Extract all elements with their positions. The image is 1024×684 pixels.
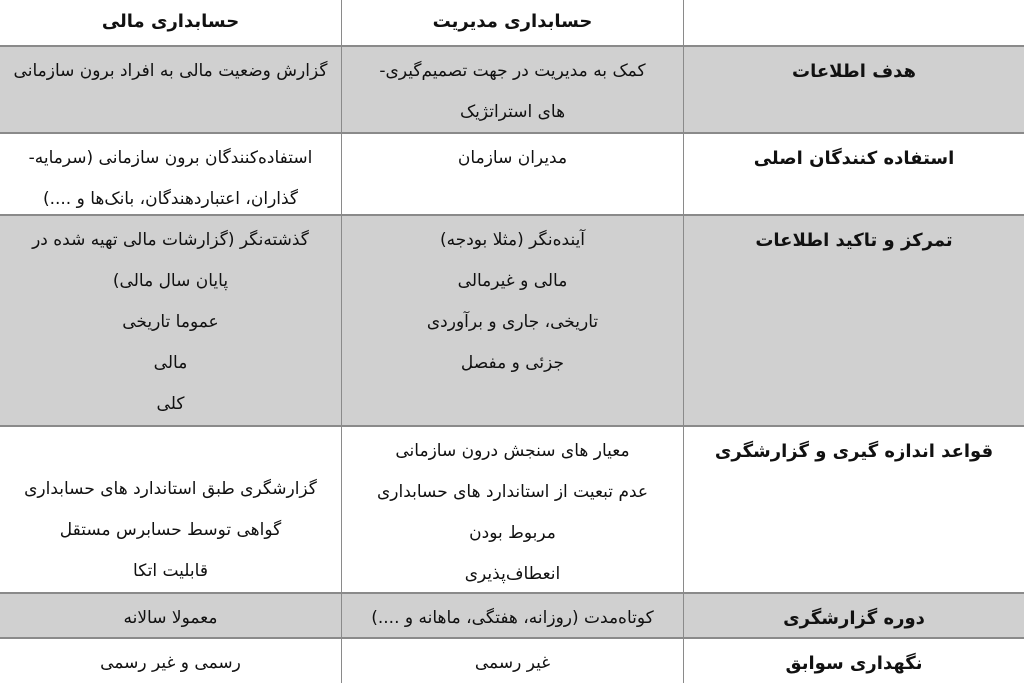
cell-line: قابلیت اتکا [133, 561, 208, 581]
cell-line: کوتاه‌مدت (روزانه، هفتگی، ماهانه و ....) [371, 608, 654, 628]
cell-line: مالی [153, 353, 188, 373]
cell-line: تاریخی، جاری و برآوردی [426, 312, 599, 332]
management-cell [341, 134, 684, 214]
cell-line: گذشته‌نگر (گزارشات مالی تهیه شده در [32, 230, 309, 250]
cell-line: کلی [156, 394, 185, 414]
cell-line: پایان سال مالی) [112, 271, 229, 291]
cell-line: استفاده‌کنندگان برون سازمانی (سرمایه- [28, 148, 313, 168]
cell-line: جزئی و مفصل [460, 353, 565, 373]
cell-line: گزارش وضعیت مالی به افراد برون سازمانی [13, 61, 328, 81]
row-label: استفاده کنندگان اصلی [753, 148, 955, 169]
header-financial-accounting: حسابداری مالی [101, 11, 240, 32]
financial-cell [0, 427, 341, 592]
cell-line: معیار های سنجش درون سازمانی [395, 441, 630, 461]
cell-line: عدم تبعیت از استاندارد های حسابداری [376, 482, 649, 502]
cell-line: آینده‌نگر (مثلا بودجه) [439, 230, 586, 250]
cell-line: عموما تاریخی [122, 312, 219, 332]
table-row [0, 592, 1024, 637]
management-cell [341, 594, 684, 637]
table-row [0, 637, 1024, 683]
table-header-row [0, 0, 1024, 45]
row-label: نگهداری سوابق [785, 653, 923, 674]
cell-line: غیر رسمی [474, 653, 551, 673]
cell-line: های استراتژیک [459, 102, 566, 122]
header-label-cell [684, 0, 1024, 45]
table-row [0, 132, 1024, 214]
management-cell [341, 216, 684, 425]
financial-cell [0, 134, 341, 214]
management-cell [341, 427, 684, 592]
cell-line: انعطاف‌پذیری [464, 564, 561, 584]
financial-cell [0, 47, 341, 132]
header-management-accounting: حسابداری مدیریت [341, 0, 684, 45]
financial-cell [0, 594, 341, 637]
cell-line: گواهی توسط حسابرس مستقل [59, 520, 282, 540]
row-label: تمرکز و تاکید اطلاعات [755, 230, 953, 251]
management-cell [341, 639, 684, 683]
management-cell [341, 47, 684, 132]
cell-line: مربوط بودن [469, 523, 556, 543]
row-label: دوره گزارشگری [783, 608, 925, 629]
financial-cell [0, 639, 341, 683]
cell-line: مدیران سازمان [457, 148, 568, 168]
row-label: هدف اطلاعات [792, 61, 916, 82]
table-row [0, 45, 1024, 132]
table-row [0, 425, 1024, 592]
cell-line: کمک به مدیریت در جهت تصمیم‌گیری- [379, 61, 646, 81]
cell-line: گذاران، اعتباردهندگان، بانک‌ها و ....) [42, 189, 299, 209]
cell-line: گزارشگری طبق استاندارد های حسابداری [24, 479, 317, 499]
cell-line: رسمی و غیر رسمی [100, 653, 241, 673]
row-label: قواعد اندازه گیری و گزارشگری [714, 441, 994, 462]
financial-cell [0, 216, 341, 425]
cell-line: مالی و غیرمالی [457, 271, 568, 291]
cell-line: معمولا سالانه [123, 608, 218, 628]
table-row [0, 214, 1024, 425]
